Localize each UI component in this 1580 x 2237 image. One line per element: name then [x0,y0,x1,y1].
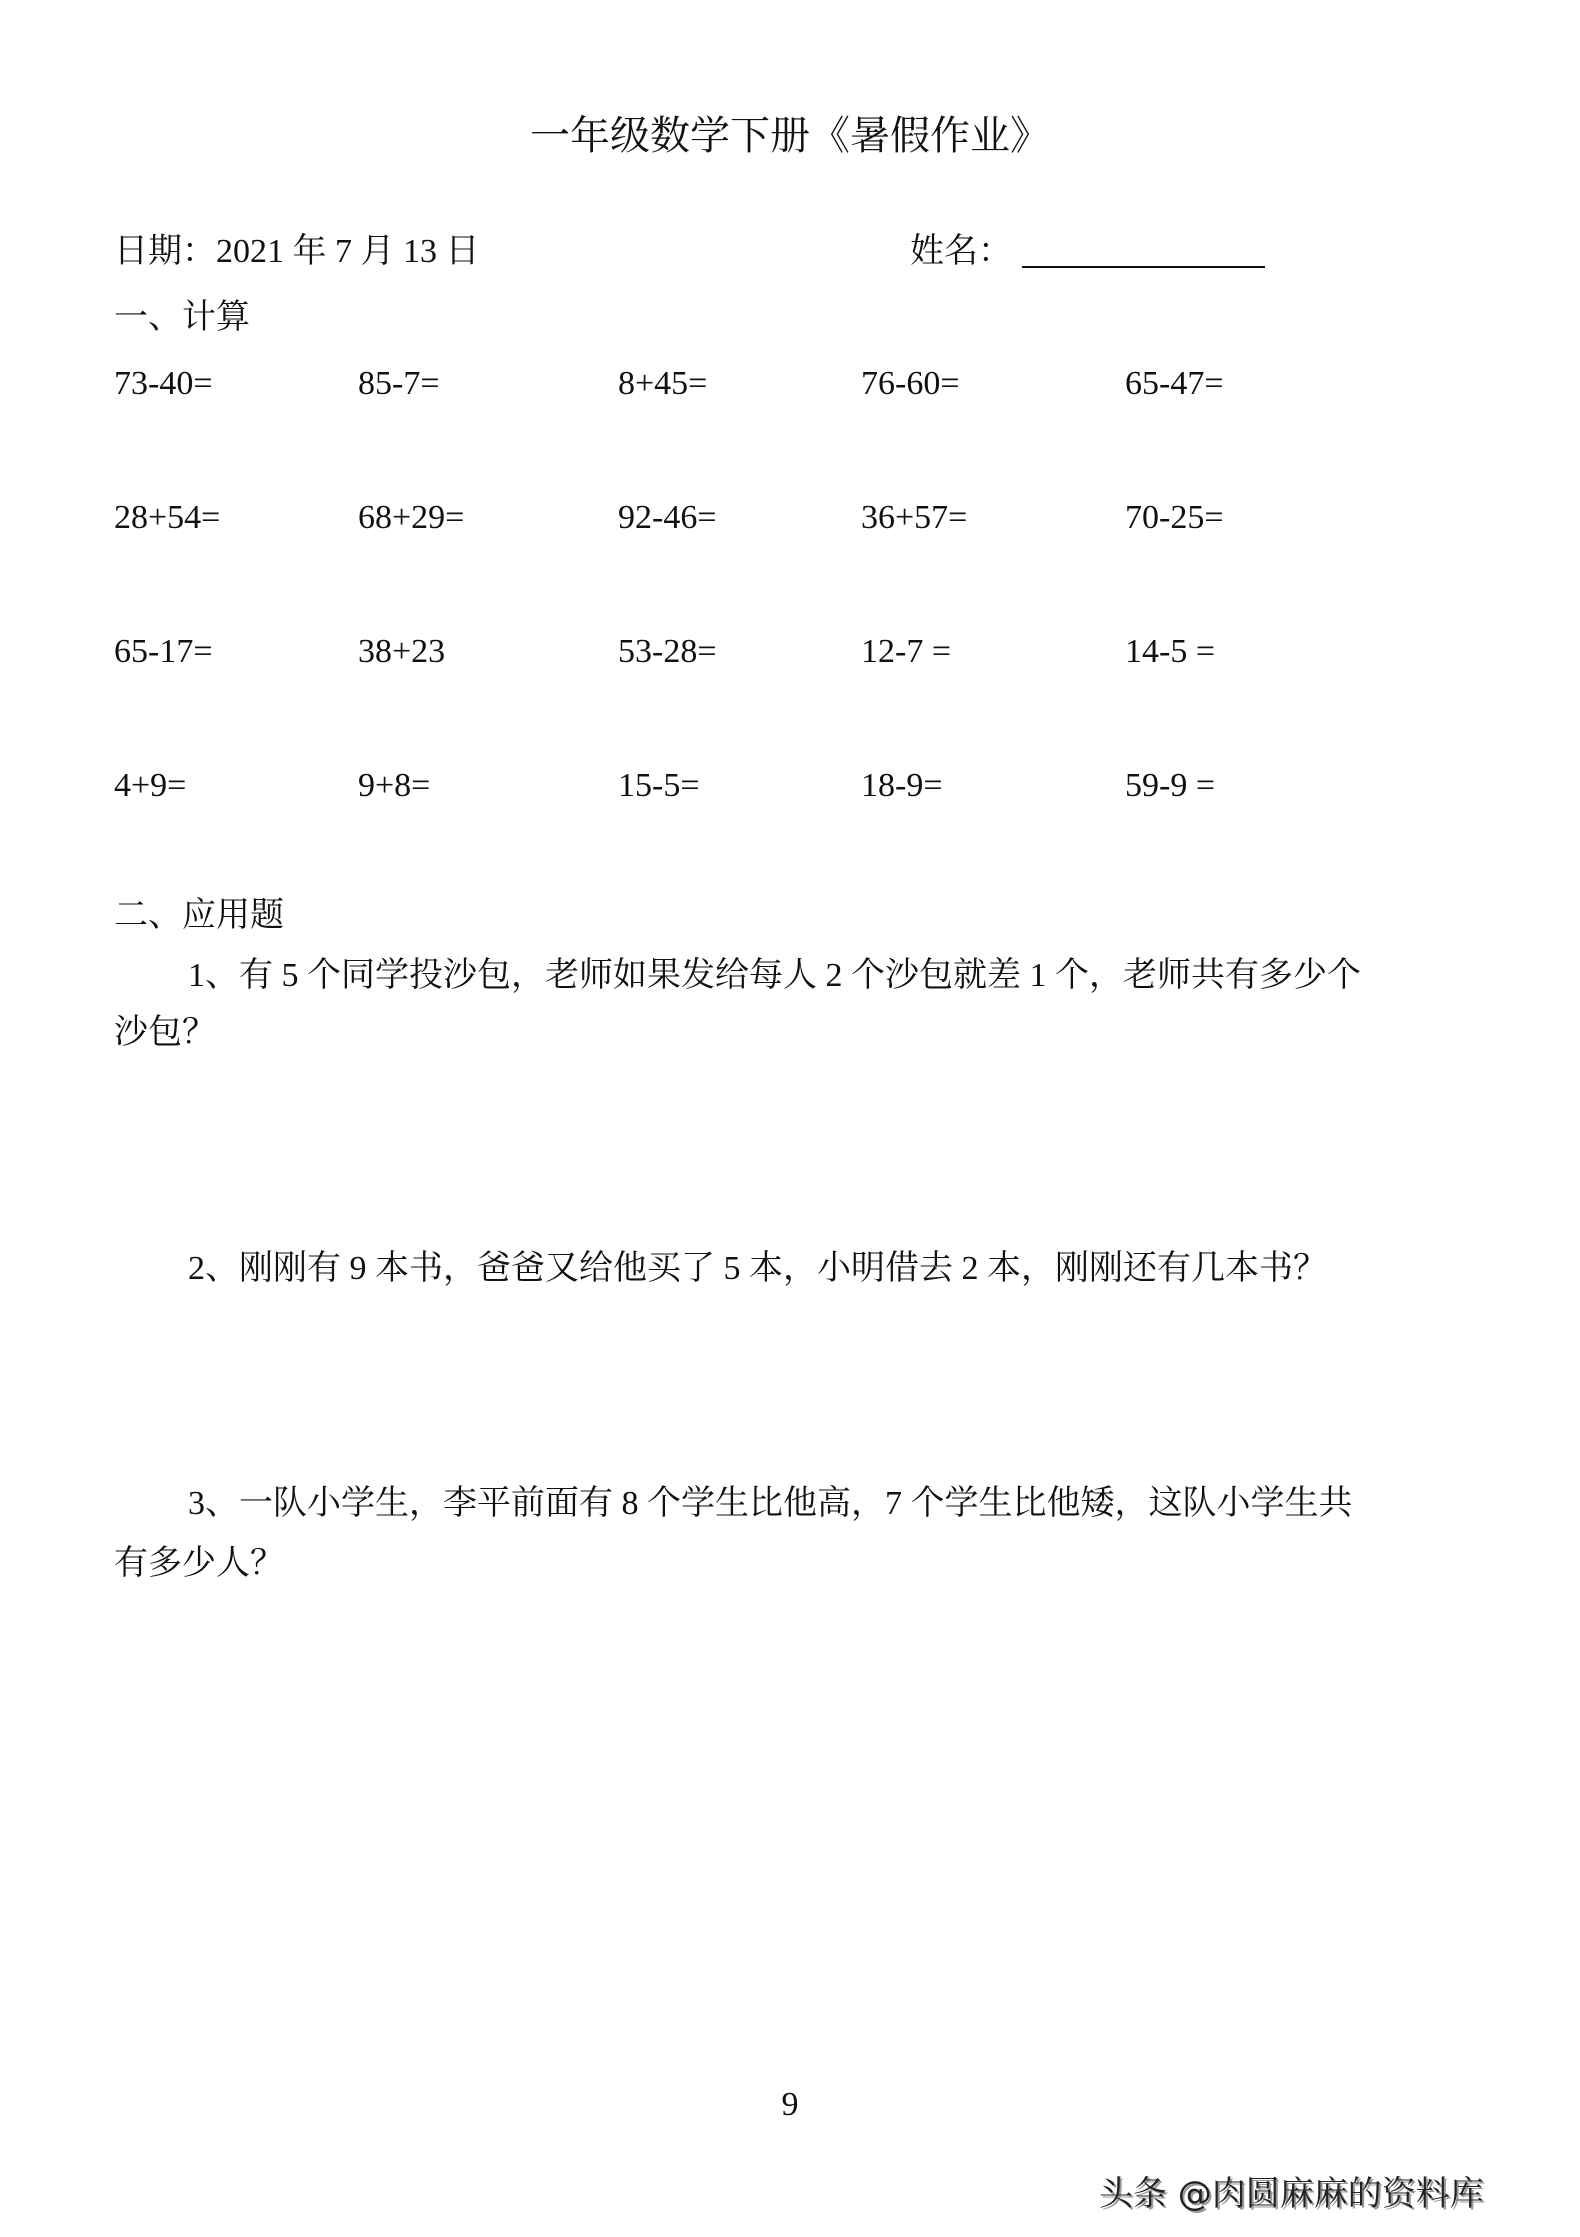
calculation-problem: 15-5= [618,767,700,804]
calculation-problem: 36+57= [861,499,968,536]
calculation-problem: 9+8= [358,767,431,804]
calculation-problem: 65-47= [1125,365,1224,402]
calculation-problem: 73-40= [114,365,213,402]
calculation-problem: 18-9= [861,767,943,804]
calculation-problem: 8+45= [618,365,708,402]
calculation-problem: 53-28= [618,633,717,670]
question-2: 2、刚刚有 9 本书，爸爸又给他买了 5 本，小明借去 2 本，刚刚还有几本书？ [188,1250,1327,1287]
calculation-problem: 70-25= [1125,499,1224,536]
calculation-problem: 38+23 [358,633,446,670]
name-label: 姓名： [910,233,1012,270]
calculation-problem: 12-7 = [861,633,951,670]
calculation-problem: 68+29= [358,499,465,536]
date-line: 日期：2021 年 7 月 13 日 [114,233,480,270]
question-1-line2: 沙包？ [114,1014,216,1051]
calculation-problem: 76-60= [861,365,960,402]
question-1-line1: 1、有 5 个同学投沙包，老师如果发给每人 2 个沙包就差 1 个，老师共有多少个 [188,957,1361,994]
section1-heading: 一、计算 [114,299,250,336]
section2-heading: 二、应用题 [114,897,284,934]
name-blank-line [1022,266,1265,268]
question-3-line2: 有多少人？ [114,1545,284,1582]
page-number: 9 [781,2086,799,2123]
calculation-problem: 14-5 = [1125,633,1215,670]
calculation-problem: 92-46= [618,499,717,536]
calculation-problem: 28+54= [114,499,221,536]
calculation-problem: 65-17= [114,633,213,670]
calculation-problem: 4+9= [114,767,187,804]
question-3-line1: 3、一队小学生，李平前面有 8 个学生比他高，7 个学生比他矮，这队小学生共 [188,1485,1353,1522]
calculation-problem: 85-7= [358,365,440,402]
calculation-problem: 59-9 = [1125,767,1215,804]
watermark: 头条 @肉圆麻麻的资料库 [1099,2174,1484,2214]
page-title: 一年级数学下册《暑假作业》 [530,113,1050,158]
